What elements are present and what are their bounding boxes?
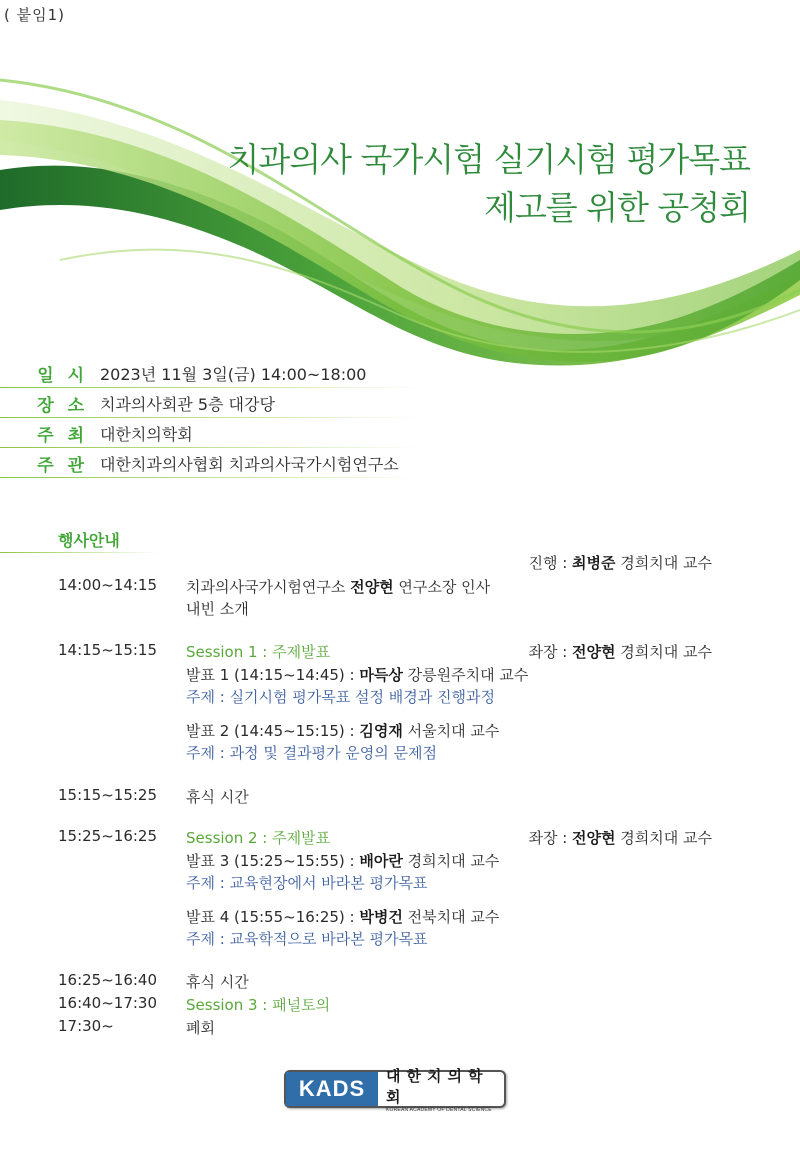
info-row-host <box>0 418 420 448</box>
program-heading: 행사안내 <box>58 531 120 550</box>
schedule-time: 14:15~15:15 <box>58 641 158 659</box>
title-line-1: 치과의사 국가시험 실기시험 평가목표 <box>227 140 750 179</box>
info-label: 일 시 <box>37 365 88 386</box>
program-host: 진행 : 최병준 경희치대 교수 <box>528 554 712 572</box>
event-title <box>227 136 750 232</box>
schedule-time: 14:00~14:15 <box>58 576 158 594</box>
info-row-venue <box>0 388 420 418</box>
talk-1-topic: 주제 : 실기시험 평가목표 설정 배경과 진행과정 <box>186 688 495 706</box>
kads-logo <box>284 1067 506 1113</box>
schedule-time: 15:15~15:25 <box>58 786 158 804</box>
info-label: 주 최 <box>37 425 88 446</box>
session-2-chair: 좌장 : 전양현 경희치대 교수 <box>528 829 712 847</box>
info-value: 대한치의학회 <box>100 424 193 444</box>
title-line-2: 제고를 위한 공청회 <box>483 188 750 227</box>
schedule-item-opening: 치과의사국가시험연구소 전양현 연구소장 인사 <box>186 578 491 596</box>
session-2-title: Session 2 : 주제발표 <box>186 829 331 847</box>
talk-2: 발표 2 (14:45~15:15) : 김영재 서울치대 교수 <box>186 722 500 740</box>
schedule-item-closing: 폐회 <box>186 1019 215 1037</box>
info-value: 2023년 11월 3일(금) 14:00~18:00 <box>100 364 367 384</box>
talk-4: 발표 4 (15:55~16:25) : 박병건 전북치대 교수 <box>186 908 500 926</box>
schedule-time: 16:25~16:40 <box>58 971 158 989</box>
info-label: 장 소 <box>37 395 88 416</box>
info-value: 대한치과의사협회 치과의사국가시험연구소 <box>100 454 399 474</box>
talk-1: 발표 1 (14:15~14:45) : 마득상 강릉원주치대 교수 <box>186 666 529 684</box>
logo-korean-name: 대한치의학회 <box>386 1067 489 1106</box>
talk-3: 발표 3 (15:25~15:55) : 배아란 경희치대 교수 <box>186 852 500 870</box>
info-value: 치과의사회관 5층 대강당 <box>100 394 275 414</box>
event-info <box>0 358 420 478</box>
schedule-item-break: 휴식 시간 <box>186 973 249 991</box>
schedule-item-guests: 내빈 소개 <box>186 600 249 618</box>
talk-3-topic: 주제 : 교육현장에서 바라본 평가목표 <box>186 874 428 892</box>
session-1-chair: 좌장 : 전양현 경희치대 교수 <box>528 643 712 661</box>
schedule-item-break: 휴식 시간 <box>186 788 249 806</box>
attachment-label: ( 붙임1) <box>4 6 65 24</box>
schedule-time: 16:40~17:30 <box>58 994 158 1012</box>
info-row-organizer <box>0 448 420 478</box>
info-label: 주 관 <box>37 455 88 476</box>
talk-2-topic: 주제 : 과정 및 결과평가 운영의 문제점 <box>186 744 438 762</box>
schedule-time: 15:25~16:25 <box>58 827 158 845</box>
schedule-time: 17:30~ <box>58 1017 114 1035</box>
logo-abbr: KADS <box>286 1072 378 1106</box>
session-3-title: Session 3 : 패널토의 <box>186 996 331 1014</box>
logo-english-name: KOREAN ACADEMY OF DENTAL SCIENCE <box>386 1107 492 1113</box>
talk-4-topic: 주제 : 교육학적으로 바라본 평가목표 <box>186 930 428 948</box>
info-row-date <box>0 358 420 388</box>
session-1-title: Session 1 : 주제발표 <box>186 643 331 661</box>
